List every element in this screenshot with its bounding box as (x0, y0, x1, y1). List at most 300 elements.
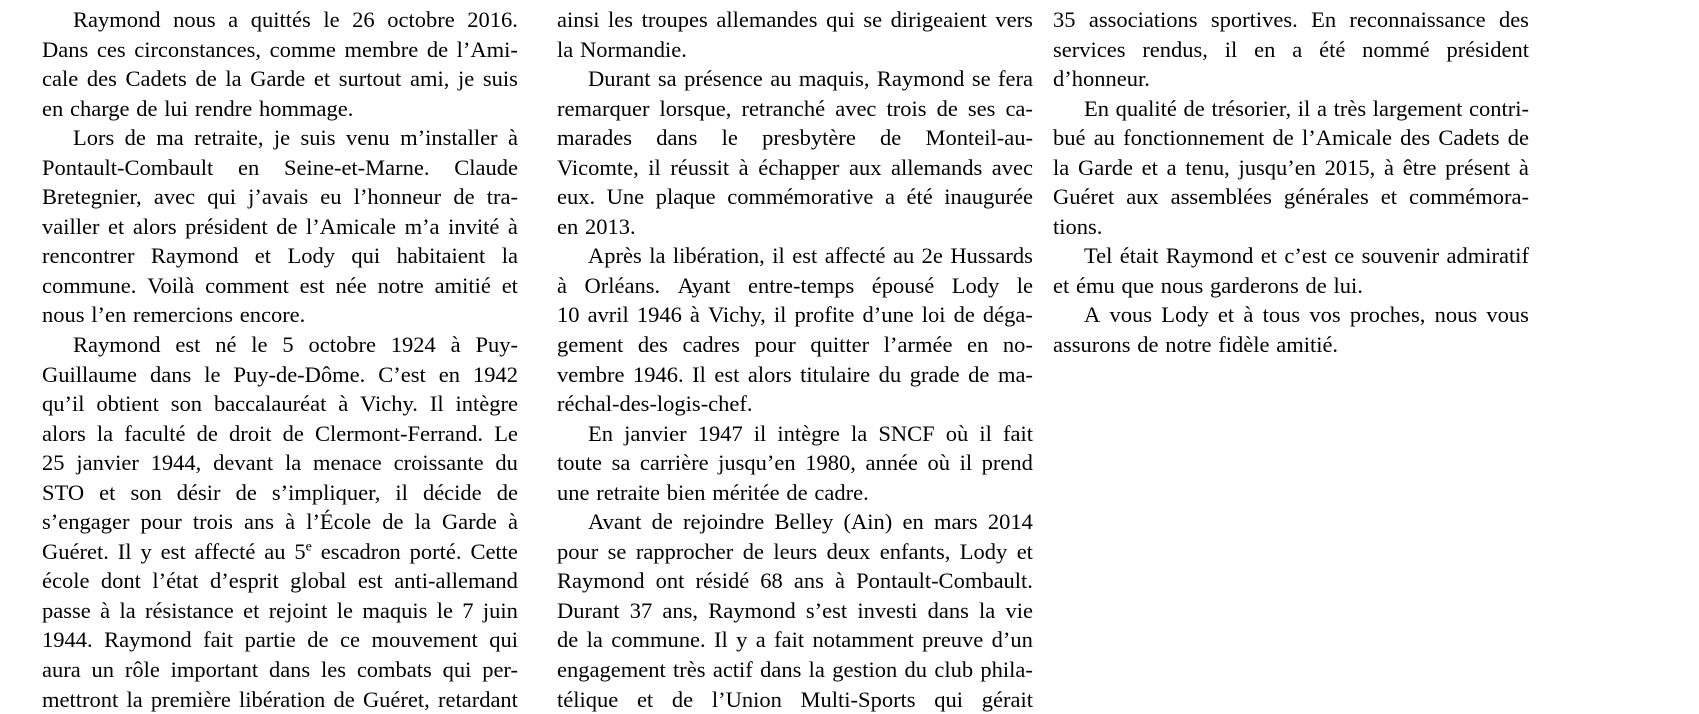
word: C’est (378, 361, 426, 387)
word: Vichy. (360, 391, 418, 417)
word: et (1380, 184, 1398, 210)
word: a (1166, 154, 1177, 180)
word: global (290, 568, 347, 594)
word: son (130, 479, 162, 505)
text-line (557, 5, 1033, 35)
word: d’esprit (209, 568, 279, 594)
word: est (175, 332, 201, 358)
word: engagement (557, 657, 666, 683)
word: 7 (462, 597, 474, 623)
text-line (42, 685, 518, 714)
word: Belley (774, 509, 834, 535)
word: et (501, 272, 518, 298)
word: Guillaume (42, 361, 137, 387)
word: droit (228, 420, 272, 446)
word: Raymond (876, 66, 965, 92)
word: 1946 (636, 302, 682, 328)
paragraph (42, 330, 518, 714)
word: qui (826, 7, 855, 32)
word: de (382, 509, 404, 535)
word: Pontault-Combault (42, 154, 214, 180)
word: sa (657, 66, 677, 92)
word: est (299, 272, 325, 298)
word: je (273, 125, 291, 151)
word: le (204, 361, 221, 387)
word: de (671, 686, 694, 712)
word: Durant (588, 66, 651, 92)
word: la (808, 657, 825, 683)
text-line (557, 153, 1033, 183)
word: Puy-de-Dôme. (233, 361, 366, 387)
word: de (282, 420, 304, 446)
word: fera (998, 66, 1033, 92)
word: reconnaissance (1349, 7, 1486, 32)
word: présence (684, 66, 763, 92)
word: ans (244, 509, 274, 535)
word: les (321, 657, 346, 683)
word: trois (192, 509, 233, 535)
text-line (557, 655, 1033, 685)
word: contri- (1469, 95, 1529, 121)
text-line (557, 596, 1033, 626)
word: largement (1372, 95, 1463, 121)
word: s’impliquer, (271, 479, 381, 505)
word: proches, (1349, 302, 1426, 328)
word: des (1400, 125, 1431, 151)
word: Seine-et-Marne. (283, 154, 430, 180)
word: a (884, 184, 895, 210)
text-line (557, 94, 1033, 124)
word: du (878, 361, 902, 387)
text-line (42, 389, 518, 419)
word: de (1272, 125, 1294, 151)
word: important (170, 657, 259, 683)
word: le (1016, 272, 1033, 298)
text-line (42, 5, 518, 35)
word: cadres (682, 332, 740, 358)
word: profite (794, 302, 855, 328)
word: gestion (832, 657, 898, 683)
word: avec (991, 154, 1033, 180)
word: jusqu’en (1238, 154, 1316, 180)
word: avec (153, 184, 196, 210)
word: tenu, (1185, 154, 1230, 180)
word: souvenir (1361, 243, 1440, 269)
word: où (945, 420, 969, 446)
word: Pontault-Combault. (856, 568, 1033, 594)
word: de (880, 125, 902, 151)
word: première (150, 686, 231, 712)
word: Voilà (147, 272, 195, 298)
text-line (1053, 123, 1529, 153)
text-line (42, 448, 518, 478)
word: encore. (239, 302, 306, 328)
word: de (1305, 272, 1327, 298)
word: 1980, (805, 450, 856, 476)
word: présent (1445, 154, 1511, 180)
word: et (1217, 302, 1235, 328)
word: résistance (145, 597, 234, 623)
paragraph (42, 5, 518, 123)
word: 10 (557, 302, 580, 328)
text-line (557, 123, 1033, 153)
word: née (335, 272, 367, 298)
word: ans (793, 568, 824, 594)
word: dans (268, 657, 311, 683)
word: suis (300, 125, 336, 151)
word: menace (313, 450, 382, 476)
word: il (772, 243, 785, 269)
word: de (136, 95, 158, 121)
word: ont (655, 568, 685, 594)
text-line (557, 271, 1033, 301)
word: fait (774, 627, 805, 653)
word: aux (1126, 184, 1159, 210)
word: vembre (557, 361, 625, 387)
word: ému (1076, 272, 1115, 298)
word: à (450, 332, 461, 358)
text-line (557, 566, 1033, 596)
word: circonstances, (134, 36, 262, 62)
word: a (228, 7, 239, 32)
word: 68 (760, 568, 783, 594)
word: et (313, 66, 331, 92)
word: il (773, 302, 787, 328)
word: amitié. (1276, 332, 1339, 358)
word: prend (981, 450, 1033, 476)
word: et (1016, 538, 1033, 564)
word: Garde (441, 509, 497, 535)
word: Durant (557, 597, 620, 623)
text-line (1053, 330, 1529, 360)
word: plaque (655, 184, 716, 210)
word: Ayant (677, 272, 731, 298)
word: 5e (294, 538, 312, 564)
word: combats (356, 657, 432, 683)
text-line (42, 212, 518, 242)
text-line (1053, 153, 1529, 183)
word: résidé (695, 568, 750, 594)
word: à (508, 509, 518, 535)
word: faculté (124, 420, 186, 446)
word: allemandes (716, 7, 818, 32)
word: y (736, 627, 748, 653)
word: lui (164, 95, 189, 121)
word: Raymond (1165, 243, 1254, 269)
word: pour (557, 538, 599, 564)
word: ami, (409, 66, 450, 92)
word: Bretegnier, (42, 184, 142, 210)
word: la (501, 243, 518, 269)
word: rendre (194, 95, 253, 121)
word: anti-allemand (394, 568, 518, 594)
word: Orléans. (584, 272, 661, 298)
word: de (557, 627, 579, 653)
word: escadron (320, 538, 401, 564)
word: Guéret (1053, 184, 1115, 210)
word: Guéret. (42, 538, 109, 564)
text-line (1053, 94, 1529, 124)
word: de (1507, 125, 1529, 151)
word: télique (557, 686, 619, 712)
word: cadre. (814, 479, 869, 505)
word: Raymond (104, 627, 192, 653)
text-line (1053, 35, 1529, 65)
word: dans (927, 597, 969, 623)
paragraph (1053, 94, 1529, 242)
word: dont (100, 568, 141, 594)
word: notre (1165, 332, 1212, 358)
word: l’Amicale (306, 213, 396, 239)
word: au (770, 66, 792, 92)
text-line (557, 685, 1033, 714)
text-line (557, 537, 1033, 567)
text-line (557, 64, 1033, 94)
word: à (507, 213, 518, 239)
word: club (934, 657, 974, 683)
word: services (1053, 36, 1126, 62)
word: no- (1002, 332, 1033, 358)
text-line (42, 271, 518, 301)
word: 1946. (632, 361, 684, 387)
word: commémora- (1408, 184, 1529, 210)
ordinal-superscript: e (305, 539, 312, 555)
text-line (42, 153, 518, 183)
word: fait (1003, 420, 1033, 446)
word: allemands (891, 154, 983, 180)
word: rejoint (268, 597, 328, 623)
word: école (42, 568, 90, 594)
word: a (1316, 95, 1327, 121)
word: membre (344, 36, 419, 62)
word: commune. (611, 627, 706, 653)
word: et (636, 686, 654, 712)
word: ca- (1005, 95, 1033, 121)
word: son (170, 391, 203, 417)
word: à (1518, 154, 1529, 180)
word: les (608, 7, 634, 32)
word: c’est (1284, 243, 1327, 269)
word: En (1311, 7, 1337, 32)
text-line (42, 419, 518, 449)
text-line (557, 507, 1033, 537)
word: à (100, 597, 111, 623)
word: année (865, 450, 918, 476)
word: affecté (194, 538, 256, 564)
word: s’est (805, 597, 848, 623)
word: l’armée (883, 332, 953, 358)
text-line (557, 389, 1033, 419)
word: qui (934, 686, 964, 712)
word: été (1319, 36, 1346, 62)
word: à (738, 154, 749, 180)
word: nous (42, 302, 85, 328)
word: gement (557, 332, 624, 358)
word: octobre (387, 7, 455, 32)
word: comment (205, 272, 289, 298)
word: retraite, (194, 125, 264, 151)
word: aura (42, 657, 81, 683)
word: jusqu’en (718, 450, 796, 476)
word: fait (203, 627, 234, 653)
word: la (851, 420, 868, 446)
word: loi (921, 302, 946, 328)
word: rôle (124, 657, 160, 683)
word: qui (489, 627, 518, 653)
word: il (959, 450, 973, 476)
word: une (557, 479, 590, 505)
paragraph (557, 419, 1033, 508)
word: l’état (152, 568, 199, 594)
text-line (42, 123, 518, 153)
word: se (607, 538, 627, 564)
word: épousé (871, 272, 935, 298)
word: qui (351, 243, 381, 269)
word: il (979, 420, 992, 446)
word: venu (345, 125, 390, 151)
word: janvier (624, 420, 687, 446)
word: 1944, (150, 450, 202, 476)
word: la (649, 243, 666, 269)
word: mars (933, 509, 978, 535)
word: rapprocher (635, 538, 734, 564)
word: en (42, 95, 64, 121)
word: désir (176, 479, 221, 505)
word: octobre (308, 332, 376, 358)
word: Vichy, (707, 302, 766, 328)
word: se (971, 66, 991, 92)
word: croissante (393, 450, 484, 476)
word: vous (1109, 302, 1152, 328)
word: et (254, 243, 272, 269)
word: de (453, 184, 475, 210)
word: 2015, (1324, 154, 1376, 180)
word: Cadets (125, 66, 187, 92)
word: ce (340, 627, 360, 653)
word: pour (754, 332, 796, 358)
word: en (1254, 36, 1276, 62)
word: gérait (981, 686, 1033, 712)
word: quittés (250, 7, 311, 32)
word: Raymond (708, 597, 796, 623)
word: rendus, (1142, 36, 1208, 62)
text-line (42, 182, 518, 212)
word: notre (377, 272, 424, 298)
word: président (1446, 36, 1529, 62)
word: suis (482, 66, 518, 92)
word: l’Union (711, 686, 782, 712)
word: Cadets (1438, 125, 1500, 151)
text-line (42, 625, 518, 655)
word: partie (244, 627, 296, 653)
word: de (953, 302, 975, 328)
word: STO (42, 479, 85, 505)
word: Puy- (475, 332, 518, 358)
paragraph (42, 123, 518, 330)
word: 2e (921, 243, 943, 269)
word: au (892, 243, 915, 269)
word: de (936, 95, 958, 121)
word: décide (422, 479, 482, 505)
word: mettront (42, 686, 119, 712)
word: le (336, 597, 354, 623)
word: rejoindre (683, 509, 765, 535)
word: l’Ami- (456, 36, 518, 62)
text-line (557, 182, 1033, 212)
word: tra- (486, 184, 518, 210)
word: Lody (1161, 302, 1209, 328)
word: Claude (454, 154, 518, 180)
word: y (140, 538, 152, 564)
word: Après (588, 243, 642, 269)
word: 35 (1053, 7, 1076, 32)
word: la (284, 450, 302, 476)
word: tous (1262, 302, 1301, 328)
word: la (126, 686, 143, 712)
word: aux (848, 154, 882, 180)
word: commune. (42, 272, 137, 298)
word: le (323, 7, 340, 32)
word: de (195, 66, 217, 92)
word: de (276, 213, 298, 239)
word: se (863, 7, 883, 32)
word: à (1243, 302, 1254, 328)
word: la (586, 627, 603, 653)
word: est (792, 243, 818, 269)
word: juin (482, 597, 518, 623)
word: Lody (287, 243, 335, 269)
word: m’a (404, 213, 440, 239)
word: né (215, 332, 237, 358)
word: l’honneur (353, 184, 442, 210)
word: m’installer (400, 125, 498, 151)
word: trésorier, (1211, 95, 1292, 121)
text-column-1 (42, 5, 518, 714)
word: avril (587, 302, 629, 328)
word: remarquer (557, 95, 650, 121)
word: En (1084, 95, 1109, 121)
word: à (689, 302, 700, 328)
paragraph (557, 507, 1033, 714)
word: troupes (641, 7, 708, 32)
word: eu (320, 184, 342, 210)
text-line (557, 330, 1033, 360)
paragraph (1053, 241, 1529, 300)
word: l’École (306, 509, 372, 535)
word: comme (269, 36, 336, 62)
text-line (42, 566, 518, 596)
word: de (307, 627, 329, 653)
word: 1942 (473, 361, 518, 387)
word: vous (1486, 302, 1529, 328)
word: des (86, 66, 117, 92)
word: d’un (991, 627, 1033, 653)
word: enfants, (879, 538, 951, 564)
word: de (1137, 332, 1159, 358)
word: Lody (951, 272, 1000, 298)
word: du (495, 450, 518, 476)
text-line (42, 35, 518, 65)
text-line (1053, 212, 1529, 242)
paragraph (557, 241, 1033, 418)
word: de (124, 125, 146, 151)
word: alors (747, 361, 792, 387)
paragraph (1053, 300, 1529, 359)
word: Tel (1084, 243, 1113, 269)
word: sa (611, 450, 631, 476)
word: très (1333, 95, 1367, 121)
word: réussit (670, 154, 730, 180)
